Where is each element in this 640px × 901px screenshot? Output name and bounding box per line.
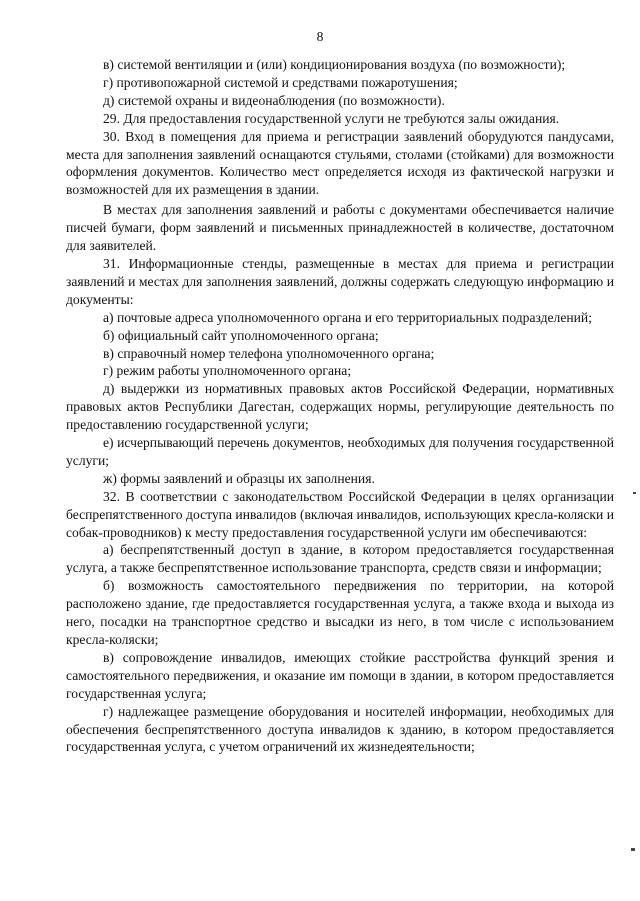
scan-speck (633, 492, 636, 494)
paragraph-29: 29. Для предоставления государственной услуги не требуются залы ожидания. (103, 110, 560, 126)
list-item-phone-number: в) справочный номер телефона уполномоченного органа; (103, 345, 435, 361)
scan-speck (631, 848, 635, 851)
list-item-official-site: б) официальный сайт уполномоченного органа; (103, 327, 379, 343)
list-item-escort: в) сопровождение инвалидов, имеющих стойкие расстройства функций зрения и самостоятельного передвижения, и оказание им помощи в здании, в котором предоставляется государственная услуга; (66, 649, 614, 701)
list-item-postal-addresses: а) почтовые адреса уполномоченного органа и его территориальных подразделений; (103, 309, 592, 325)
list-item-independent-movement: б) возможность самостоятельного передвижения по территории, на которой расположено здание, где предоставляется государственная услуга, а также входа и выхода из него, посадки на транспортное средство и высадки из него, в том числе с использованием кресла-коляски; (66, 578, 614, 647)
paragraph-31: 31. Информационные стенды, размещенные в местах для приема и регистрации заявлений и местах для заполнения заявлений, должны содержать следующую информацию и документы: (66, 255, 614, 307)
paragraph-fire-system: г) противопожарной системой и средствами пожаротушения; (103, 74, 458, 90)
paragraph-32: 32. В соответствии с законодательством Российской Федерации в целях организации беспрепятственного доступа инвалидов (включая инвалидов, использующих кресла-коляски и собак-проводников) к месту предоставления государственной услуги им обеспечиваются: (66, 488, 614, 540)
page-number: 8 (316, 29, 324, 44)
paragraph-30: 30. Вход в помещения для приема и регистрации заявлений оборудуются пандусами, места для заполнения заявлений оснащаются стульями, столами (стойками) для возможности оформления документов. Количество мест определяется исходя из фактической нагрузки и возможностей для их размещения в здании. (66, 128, 614, 198)
list-item-equipment-placement: г) надлежащее размещение оборудования и носителей информации, необходимых для обеспечения беспрепятственного доступа инвалидов к зданию, в котором предоставляется государственная услуга, с учетом ограничений их жизнедеятельности; (66, 703, 614, 755)
list-item-forms: ж) формы заявлений и образцы их заполнения. (103, 470, 375, 486)
paragraph-writing-materials: В местах для заполнения заявлений и работы с документами обеспечивается наличие писчей бумаги, форм заявлений и письменных принадлежностей в количестве, достаточном для заявителей. (66, 202, 614, 254)
list-item-legal-excerpts: д) выдержки из нормативных правовых актов Российской Федерации, нормативных правовых актов Республики Дагестан, содержащих нормы, регулирующие деятельность по предоставлению государственной услуги; (66, 381, 614, 433)
list-item-working-hours: г) режим работы уполномоченного органа; (103, 363, 352, 379)
list-item-document-list: е) исчерпывающий перечень документов, необходимых для получения государственной услуги; (66, 435, 614, 468)
paragraph-security-system: д) системой охраны и видеонаблюдения (по возможности). (103, 92, 445, 108)
list-item-building-access: а) беспрепятственный доступ в здание, в котором предоставляется государственная услуга, а также беспрепятственное использование транспорта, средств связи и информации; (66, 542, 614, 576)
document-body (66, 56, 614, 756)
paragraph-ventilation: в) системой вентиляции и (или) кондиционирования воздуха (по возможности); (103, 57, 566, 72)
